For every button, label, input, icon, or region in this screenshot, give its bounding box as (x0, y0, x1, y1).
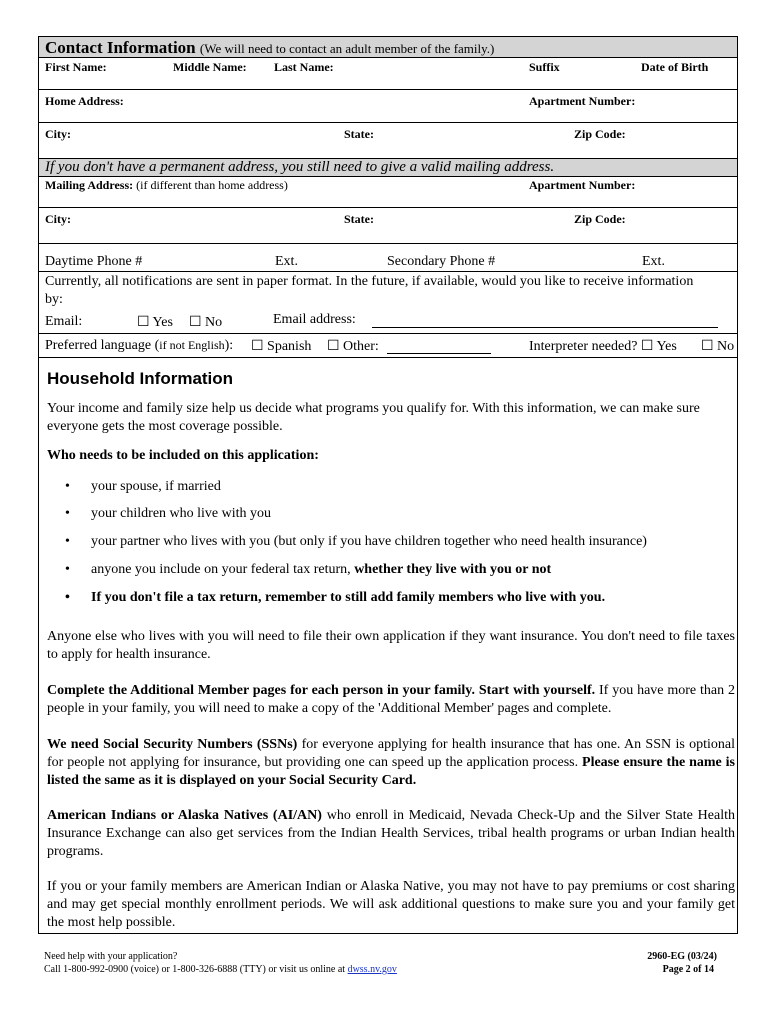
list-item: • your partner who lives with you (but only if you have children together who need health insurance) (65, 534, 647, 549)
ssn-paragraph: We need Social Security Numbers (SSNs) for everyone applying for health insurance that has one. An SSN is optional for people not applying for insurance, but providing one can speed up the application process. Please ensure the name is listed the same as it is displayed on your Social Security Card. (47, 737, 735, 788)
divider (39, 89, 737, 90)
apartment-number-label: Apartment Number: (529, 94, 636, 108)
ext-label-2: Ext. (642, 254, 665, 269)
household-info-title: Household Information (47, 369, 234, 388)
contact-info-header (39, 37, 737, 58)
secondary-phone-label: Secondary Phone # (387, 254, 496, 269)
dob-label: Date of Birth (641, 60, 709, 74)
spanish-checkbox[interactable]: ☐ Spanish (251, 339, 312, 354)
email-address-label: Email address: (273, 312, 356, 327)
zip-code-label-2: Zip Code: (574, 212, 626, 226)
mailing-note-banner (39, 158, 737, 177)
email-label: Email: (45, 314, 83, 329)
mailing-address-label: Mailing Address: (if different than home address) (45, 178, 288, 192)
apartment-number-label-2: Apartment Number: (529, 178, 636, 192)
divider (39, 243, 737, 244)
divider (39, 357, 737, 358)
city-label-2: City: (45, 212, 71, 226)
email-yes-checkbox[interactable]: ☐ Yes (137, 315, 173, 330)
other-language-checkbox[interactable]: ☐ Other: (327, 339, 379, 354)
dwss-link[interactable]: dwss.nv.gov (347, 964, 397, 975)
divider (39, 271, 737, 272)
notification-question: Currently, all notifications are sent in paper format. In the future, if available, would you like to receive information by: (45, 274, 694, 307)
form-frame (38, 36, 738, 934)
divider (39, 122, 737, 123)
ai-an-benefits-paragraph: If you or your family members are American Indian or Alaska Native, you may not have to pay premiums or cost sharing and may get special monthly enrollment periods. We will ask additional questions to make sure you and your family get the most help possible. (47, 879, 735, 930)
ai-an-paragraph: American Indians or Alaska Natives (AI/AN) who enroll in Medicaid, Nevada Check-Up and the Silver State Health Insurance Exchange can also get services from the Indian Health Services, tribal health programs or urban Indian health programs. (47, 808, 735, 859)
middle-name-label: Middle Name: (173, 60, 247, 74)
state-label: State: (344, 127, 374, 141)
list-item: • anyone you include on your federal tax return, whether they live with you or not (65, 562, 552, 577)
page-number: Page 2 of 14 (662, 964, 714, 975)
who-needs-heading: Who needs to be included on this application: (47, 448, 319, 463)
additional-member-paragraph: Complete the Additional Member pages for each person in your family. Start with yourself. If you have more than 2 people in your family, you will need to make a copy of the 'Additional Member' pages and complete. (47, 683, 735, 716)
ext-label-1: Ext. (275, 254, 298, 269)
preferred-language-label: Preferred language (if not English): (45, 338, 234, 353)
divider (39, 333, 737, 334)
suffix-label: Suffix (529, 60, 560, 74)
list-item: • If you don't file a tax return, remember to still add family members who live with you. (65, 590, 606, 605)
first-name-label: First Name: (45, 60, 107, 74)
contact-info-title: Contact Information (45, 38, 196, 57)
footer-help: Need help with your application? (44, 951, 178, 962)
contact-info-note: (We will need to contact an adult member of the family.) (199, 41, 495, 56)
city-label: City: (45, 127, 71, 141)
daytime-phone-label: Daytime Phone # (45, 254, 143, 269)
divider (39, 207, 737, 208)
interpreter-no-checkbox[interactable]: ☐ No (701, 339, 735, 354)
footer-call: Call 1-800-992-0900 (voice) or 1-800-326-6888 (TTY) or visit us online at dwss.nv.gov (44, 964, 397, 975)
list-item: • your spouse, if married (65, 479, 221, 494)
mailing-note: If you don't have a permanent address, you still need to give a valid mailing address. (45, 159, 555, 175)
form-id: 2960-EG (03/24) (647, 951, 717, 962)
interpreter-yes-checkbox[interactable]: Interpreter needed? ☐ Yes (529, 339, 677, 354)
home-address-label: Home Address: (45, 94, 124, 108)
email-no-checkbox[interactable]: ☐ No (189, 315, 223, 330)
household-intro: Your income and family size help us decide what programs you qualify for. With this information, we can make sure everyone gets the most coverage possible. (47, 401, 700, 434)
zip-code-label: Zip Code: (574, 127, 626, 141)
state-label-2: State: (344, 212, 374, 226)
other-language-field[interactable] (387, 353, 491, 354)
file-own-application-paragraph: Anyone else who lives with you will need to file their own application if they want insurance. You don't need to file taxes to apply for health insurance. (47, 629, 735, 662)
list-item: • your children who live with you (65, 506, 272, 521)
email-address-field[interactable] (372, 327, 718, 328)
last-name-label: Last Name: (274, 60, 334, 74)
